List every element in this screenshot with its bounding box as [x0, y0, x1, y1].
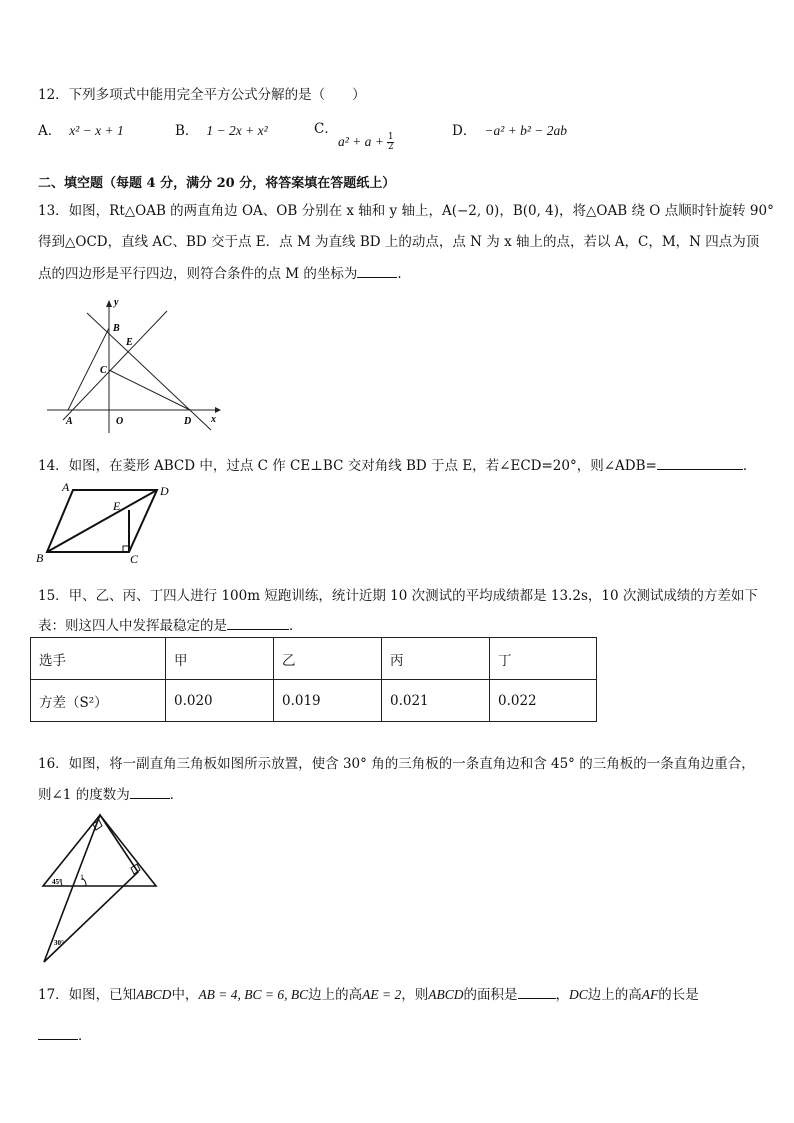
- q15-line-2-text: 表：则这四人中发挥最稳定的是: [38, 618, 227, 634]
- q15-line-2: [38, 614, 303, 634]
- q12-option-d: [452, 119, 567, 139]
- punctuation: ．: [78, 1028, 92, 1044]
- table-cell: 方差（S²）: [31, 680, 166, 722]
- label-30-degree: 30°: [54, 939, 64, 947]
- q17-math: AE = 2: [362, 987, 402, 1002]
- diagonal-bd: [47, 490, 157, 552]
- q17-math: DC: [569, 987, 588, 1002]
- q12-option-a: [38, 119, 124, 139]
- segment-cd: [109, 370, 190, 410]
- q16-line-2: [38, 783, 183, 803]
- table-cell: 乙: [274, 638, 382, 680]
- q12-option-c-expr: [338, 133, 394, 152]
- q17-text: ，则: [401, 987, 429, 1003]
- answer-blank: [518, 986, 556, 999]
- answer-blank: [130, 786, 170, 799]
- answer-blank: [357, 265, 397, 278]
- table-cell: 丁: [490, 638, 597, 680]
- table-cell: 选手: [31, 638, 166, 680]
- q16-line-1: 16．如图，将一副直角三角板如图所示放置，使含 30° 角的三角板的一条直角边和含 45° 的三角板的一条直角边重合，: [38, 756, 755, 772]
- label-b: B: [36, 551, 44, 563]
- q17-math: ABCD: [136, 987, 172, 1002]
- q17-math: AB = 4, BC = 6, BC: [198, 987, 309, 1002]
- section-heading: 二、填空题（每题 4 分，满分 20 分，将答案填在答题纸上）: [38, 176, 396, 191]
- label-a: A: [66, 416, 73, 427]
- label-d: D: [160, 484, 169, 498]
- label-b: B: [113, 323, 120, 334]
- q17-text: 中，: [171, 987, 199, 1003]
- punctuation: ．: [397, 266, 411, 282]
- y-axis-arrow: [106, 300, 112, 307]
- q17-text: ，: [555, 987, 570, 1003]
- table-header-row: [31, 638, 597, 680]
- option-expr: −a² + b² − 2ab: [484, 123, 568, 138]
- fraction: [387, 133, 394, 152]
- q17-text: 边上的高: [587, 987, 642, 1003]
- q17-line-2: [38, 1024, 92, 1044]
- q17-line-1: [38, 983, 699, 1003]
- option-label: B．: [175, 123, 199, 139]
- table-cell: 0.022: [490, 680, 597, 722]
- label-e: E: [113, 499, 121, 513]
- option-expr: 1 − 2x + x²: [206, 123, 268, 138]
- punctuation: ．: [289, 618, 303, 634]
- x-axis-arrow: [215, 407, 221, 413]
- q17-text: 边上的高: [308, 987, 363, 1003]
- punctuation: ．: [169, 787, 184, 803]
- answer-blank: [657, 457, 743, 470]
- q17-math: ABCD: [428, 987, 464, 1002]
- label-x: x: [211, 414, 216, 425]
- q17-text: 的长是: [658, 987, 699, 1003]
- label-a: A: [62, 480, 70, 494]
- triangle-45: [43, 815, 156, 886]
- q17-text: 17．如图，已知: [38, 987, 137, 1003]
- q13-line-3-text: 点的四边形是平行四边，则符合条件的点 M 的坐标为: [38, 266, 358, 282]
- option-label: A．: [38, 123, 62, 139]
- table-cell: 0.021: [382, 680, 490, 722]
- variance-table: [30, 637, 597, 722]
- q14-line: [38, 454, 756, 474]
- label-c: C: [130, 552, 139, 563]
- q16-line-2-text: 则∠1 的度数为: [38, 787, 130, 803]
- punctuation: ．: [742, 458, 757, 474]
- q16-figure: [38, 810, 163, 970]
- table-row: [31, 680, 597, 722]
- option-expr: a² + a +: [338, 134, 388, 149]
- label-d: D: [184, 416, 192, 427]
- q13-figure: [45, 295, 230, 435]
- q12-option-c: [314, 117, 338, 137]
- label-e: E: [126, 337, 133, 348]
- q13-line-3: [38, 262, 411, 282]
- q13-line-2: 得到△OCD，直线 AC、BD 交于点 E．点 M 为直线 BD 上的动点，点 N 为 x 轴上的点，若以 A，C，M，N 四点为顶: [38, 234, 760, 250]
- q15-line-1: 15．甲、乙、丙、丁四人进行 100m 短跑训练，统计近期 10 次测试的平均成绩都是 13.2s，10 次测试成绩的方差如下: [38, 588, 758, 604]
- table-cell: 甲: [166, 638, 274, 680]
- answer-blank: [227, 617, 289, 630]
- option-expr: x² − x + 1: [69, 123, 124, 138]
- q14-figure: [30, 478, 190, 563]
- fraction-numerator: 1: [387, 132, 394, 142]
- table-cell: 0.019: [274, 680, 382, 722]
- option-label: C．: [314, 121, 338, 137]
- label-y: y: [114, 297, 119, 308]
- label-o: O: [116, 416, 124, 427]
- q12-stem: 12．下列多项式中能用完全平方公式分解的是（ ）: [38, 87, 366, 103]
- table-cell: 丙: [382, 638, 490, 680]
- table-cell: 0.020: [166, 680, 274, 722]
- q17-math: AF: [641, 987, 659, 1002]
- q14-text: 14．如图，在菱形 ABCD 中，过点 C 作 CE⊥BC 交对角线 BD 于点 E，若∠ECD=20°，则∠ADB=: [38, 458, 657, 474]
- answer-blank: [38, 1027, 78, 1040]
- fraction-denominator: 2: [387, 142, 394, 152]
- label-angle-1: 1: [80, 873, 84, 882]
- q17-text: 的面积是: [463, 987, 518, 1003]
- q12-option-b: [175, 119, 268, 139]
- label-45-degree: 45°: [52, 878, 62, 886]
- option-label: D．: [452, 123, 477, 139]
- q13-line-1: 13．如图，Rt△OAB 的两直角边 OA、OB 分别在 x 轴和 y 轴上，A(−2, 0)，B(0, 4)，将△OAB 绕 O 点顺时针旋转 90°: [38, 203, 774, 219]
- label-c: C: [100, 365, 107, 376]
